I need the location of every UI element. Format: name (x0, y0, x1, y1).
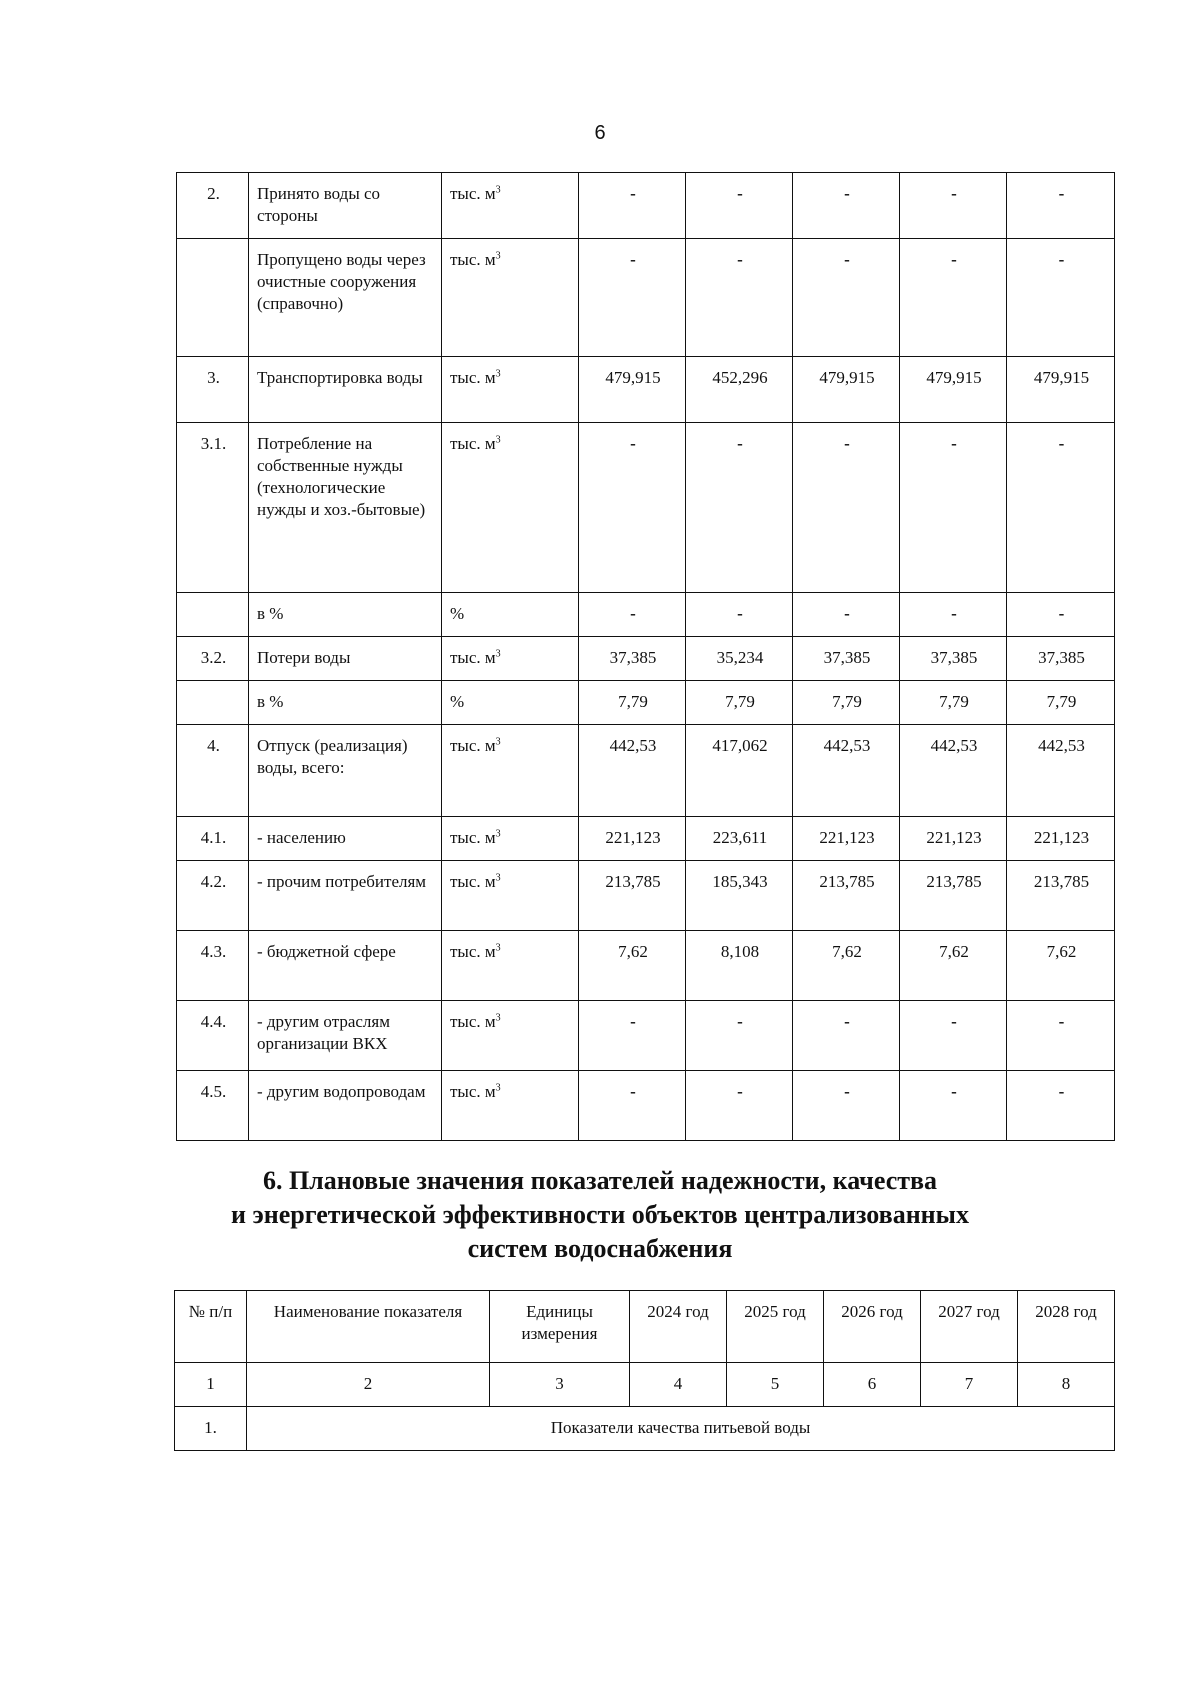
value-cell: - (900, 423, 1007, 593)
value-cell: 7,79 (793, 681, 900, 725)
row-number: 3.1. (177, 423, 249, 593)
unit-text: тыс. м (450, 942, 496, 961)
value-cell: - (1007, 1071, 1115, 1141)
indicator-name: - прочим потребителям (249, 861, 442, 931)
unit-superscript: 3 (495, 184, 501, 196)
table-row (177, 725, 1115, 817)
unit-cell (442, 817, 579, 861)
row-number: 4.5. (177, 1071, 249, 1141)
header-cell: Наименование показателя (247, 1291, 490, 1363)
value-cell: 7,62 (793, 931, 900, 1001)
value-cell: 7,79 (1007, 681, 1115, 725)
numbering-row (175, 1363, 1115, 1407)
unit-superscript: 3 (495, 872, 501, 884)
table-row (177, 861, 1115, 931)
header-cell: 2025 год (727, 1291, 824, 1363)
header-cell: 2026 год (824, 1291, 921, 1363)
value-cell: - (793, 239, 900, 357)
section-row (175, 1407, 1115, 1451)
row-number (177, 593, 249, 637)
value-cell: 7,62 (900, 931, 1007, 1001)
row-number: 4.2. (177, 861, 249, 931)
value-cell: - (900, 239, 1007, 357)
unit-cell (442, 725, 579, 817)
value-cell: - (793, 1001, 900, 1071)
unit-text: тыс. м (450, 828, 496, 847)
value-cell: 417,062 (686, 725, 793, 817)
unit-cell (442, 681, 579, 725)
table-row (177, 817, 1115, 861)
value-cell: 37,385 (793, 637, 900, 681)
unit-cell (442, 357, 579, 423)
unit-text: тыс. м (450, 872, 496, 891)
table-row (177, 173, 1115, 239)
section-title-line-3: систем водоснабжения (467, 1234, 733, 1263)
header-cell: Единицы измерения (490, 1291, 630, 1363)
unit-cell (442, 593, 579, 637)
value-cell: 479,915 (793, 357, 900, 423)
value-cell: 7,62 (579, 931, 686, 1001)
header-cell: № п/п (175, 1291, 247, 1363)
indicator-name: - населению (249, 817, 442, 861)
unit-superscript: 3 (495, 1082, 501, 1094)
unit-text: тыс. м (450, 1012, 496, 1031)
unit-text: тыс. м (450, 736, 496, 755)
indicator-name: - другим отраслям организации ВКХ (249, 1001, 442, 1071)
value-cell: - (579, 1071, 686, 1141)
unit-text: тыс. м (450, 1082, 496, 1101)
value-cell: 7,79 (900, 681, 1007, 725)
section-title (0, 1164, 1200, 1266)
value-cell: 442,53 (579, 725, 686, 817)
value-cell: - (793, 423, 900, 593)
row-number: 3.2. (177, 637, 249, 681)
unit-cell (442, 637, 579, 681)
header-cell: 2028 год (1018, 1291, 1115, 1363)
indicator-name: в % (249, 681, 442, 725)
unit-text: тыс. м (450, 250, 496, 269)
table-row (177, 593, 1115, 637)
section-row-label: Показатели качества питьевой воды (247, 1407, 1115, 1451)
unit-cell (442, 1071, 579, 1141)
value-cell: - (1007, 239, 1115, 357)
value-cell: 479,915 (1007, 357, 1115, 423)
indicators-table (174, 1290, 1115, 1451)
value-cell: - (686, 173, 793, 239)
row-number: 4.1. (177, 817, 249, 861)
section-title-line-1: 6. Плановые значения показателей надежности, качества (262, 1166, 938, 1195)
numbering-cell: 7 (921, 1363, 1018, 1407)
value-cell: - (1007, 423, 1115, 593)
value-cell: 213,785 (900, 861, 1007, 931)
value-cell: 479,915 (579, 357, 686, 423)
value-cell: 479,915 (900, 357, 1007, 423)
value-cell: - (793, 173, 900, 239)
section-title-line-2: и энергетической эффективности объектов централизованных (231, 1200, 969, 1229)
page-number: 6 (594, 122, 606, 144)
value-cell: 221,123 (900, 817, 1007, 861)
value-cell: 442,53 (900, 725, 1007, 817)
row-number (177, 681, 249, 725)
indicator-name: Транспортировка воды (249, 357, 442, 423)
row-number: 4. (177, 725, 249, 817)
row-number: 4.3. (177, 931, 249, 1001)
value-cell: 185,343 (686, 861, 793, 931)
indicator-name: Отпуск (реализация) воды, всего: (249, 725, 442, 817)
unit-text: тыс. м (450, 648, 496, 667)
unit-cell (442, 1001, 579, 1071)
table-row (177, 239, 1115, 357)
indicator-name: - другим водопроводам (249, 1071, 442, 1141)
unit-superscript: 3 (495, 736, 501, 748)
value-cell: - (1007, 593, 1115, 637)
numbering-cell: 4 (630, 1363, 727, 1407)
unit-text: % (450, 692, 465, 711)
table-row (177, 637, 1115, 681)
numbering-cell: 2 (247, 1363, 490, 1407)
unit-cell (442, 423, 579, 593)
numbering-cell: 1 (175, 1363, 247, 1407)
table-row (177, 357, 1115, 423)
indicator-name: Потери воды (249, 637, 442, 681)
unit-cell (442, 239, 579, 357)
row-number: 3. (177, 357, 249, 423)
unit-cell (442, 931, 579, 1001)
value-cell: - (686, 593, 793, 637)
water-balance-table (176, 172, 1115, 1141)
value-cell: - (900, 1001, 1007, 1071)
unit-text: % (450, 604, 465, 623)
value-cell: 213,785 (1007, 861, 1115, 931)
value-cell: - (686, 423, 793, 593)
value-cell: 7,62 (1007, 931, 1115, 1001)
value-cell: - (793, 1071, 900, 1141)
value-cell: 37,385 (1007, 637, 1115, 681)
value-cell: 221,123 (793, 817, 900, 861)
value-cell: 221,123 (1007, 817, 1115, 861)
value-cell: - (579, 423, 686, 593)
table-row (177, 1071, 1115, 1141)
header-cell: 2027 год (921, 1291, 1018, 1363)
table-row (177, 423, 1115, 593)
row-number: 2. (177, 173, 249, 239)
value-cell: 37,385 (579, 637, 686, 681)
value-cell: - (1007, 1001, 1115, 1071)
value-cell: 7,79 (579, 681, 686, 725)
unit-superscript: 3 (495, 434, 501, 446)
table-row (177, 1001, 1115, 1071)
value-cell: 221,123 (579, 817, 686, 861)
value-cell: - (579, 593, 686, 637)
unit-superscript: 3 (495, 942, 501, 954)
value-cell: - (579, 173, 686, 239)
unit-superscript: 3 (495, 648, 501, 660)
value-cell: - (900, 173, 1007, 239)
indicator-name: в % (249, 593, 442, 637)
value-cell: 223,611 (686, 817, 793, 861)
indicator-name: Пропущено воды через очистные сооружения (справочно) (249, 239, 442, 357)
value-cell: - (686, 239, 793, 357)
value-cell: - (900, 593, 1007, 637)
value-cell: 35,234 (686, 637, 793, 681)
value-cell: - (793, 593, 900, 637)
value-cell: - (686, 1001, 793, 1071)
indicator-name: Принято воды со стороны (249, 173, 442, 239)
value-cell: - (686, 1071, 793, 1141)
numbering-cell: 8 (1018, 1363, 1115, 1407)
value-cell: 213,785 (579, 861, 686, 931)
row-number: 4.4. (177, 1001, 249, 1071)
unit-text: тыс. м (450, 368, 496, 387)
numbering-cell: 6 (824, 1363, 921, 1407)
value-cell: 7,79 (686, 681, 793, 725)
unit-superscript: 3 (495, 828, 501, 840)
value-cell: 452,296 (686, 357, 793, 423)
table-row (177, 931, 1115, 1001)
value-cell: - (900, 1071, 1007, 1141)
value-cell: 442,53 (1007, 725, 1115, 817)
row-number (177, 239, 249, 357)
unit-superscript: 3 (495, 250, 501, 262)
unit-cell (442, 861, 579, 931)
indicator-name: - бюджетной сфере (249, 931, 442, 1001)
unit-cell (442, 173, 579, 239)
numbering-cell: 5 (727, 1363, 824, 1407)
value-cell: 37,385 (900, 637, 1007, 681)
numbering-cell: 3 (490, 1363, 630, 1407)
value-cell: 442,53 (793, 725, 900, 817)
value-cell: 213,785 (793, 861, 900, 931)
unit-superscript: 3 (495, 1012, 501, 1024)
header-cell: 2024 год (630, 1291, 727, 1363)
indicator-name: Потребление на собственные нужды (технологические нужды и хоз.-бытовые) (249, 423, 442, 593)
table-row (177, 681, 1115, 725)
value-cell: 8,108 (686, 931, 793, 1001)
value-cell: - (579, 1001, 686, 1071)
unit-text: тыс. м (450, 434, 496, 453)
value-cell: - (1007, 173, 1115, 239)
unit-text: тыс. м (450, 184, 496, 203)
unit-superscript: 3 (495, 368, 501, 380)
section-row-number: 1. (175, 1407, 247, 1451)
value-cell: - (579, 239, 686, 357)
table-header-row (175, 1291, 1115, 1363)
